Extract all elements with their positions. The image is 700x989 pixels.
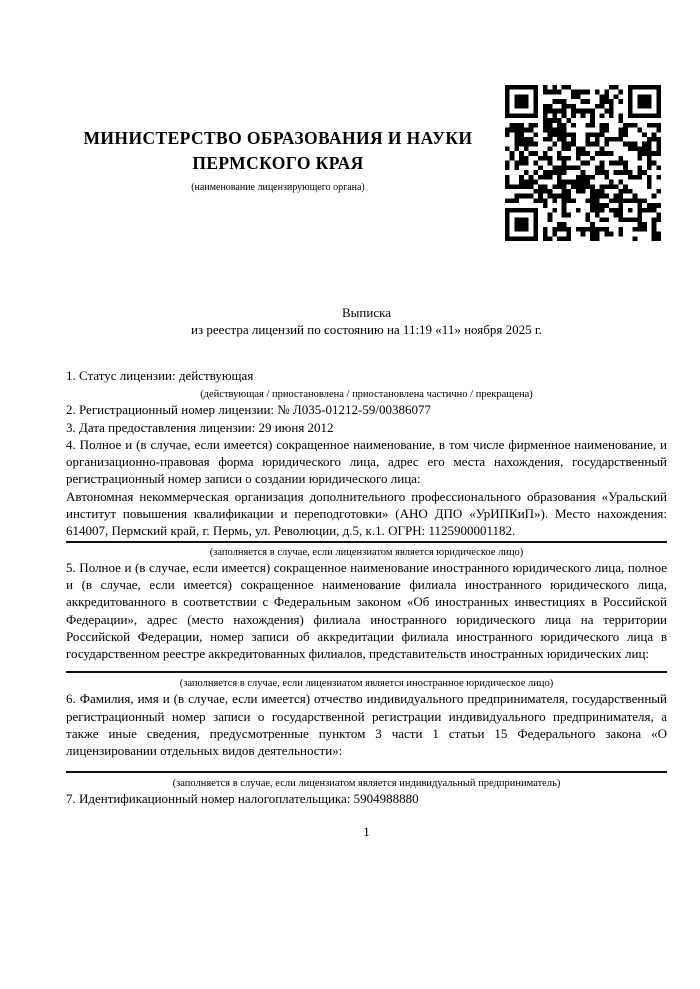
legal-entity-caption: (заполняется в случае, если лицензиатом является юридическое лицо) bbox=[209, 546, 524, 558]
item-4-legal-entity-value: Автономная некоммерческая организация дополнительного профессионального образования «Уральский институт повышения квалификации и переподготовки» (АНО ДПО «УрИПКиП»). Место нахождения: 614007, Пермский край, г. Пермь, ул. Революции, д.5, к.1. ОГРН: 1125900001182. bbox=[66, 488, 667, 539]
qr-code-image bbox=[505, 85, 661, 241]
item-7-taxpayer-number: 7. Идентификационный номер налогоплательщика: 5904988880 bbox=[66, 790, 419, 806]
qr-code bbox=[505, 85, 661, 241]
item-6-entrepreneur-label: 6. Фамилия, имя и (в случае, если имеется) отчество индивидуального предпринимателя, государственный регистрационный номер записи о государственной регистрации индивидуального предпринимателя, а также иные сведения, предусмотренные пунктом 3 части 1 статьи 15 Федерального закона «О лицензировании отдельных видов деятельности»: bbox=[66, 691, 667, 759]
foreign-entity-caption: (заполняется в случае, если лицензиатом является иностранное юридическое лицо) bbox=[179, 678, 554, 690]
item-5-foreign-entity-label: 5. Полное и (в случае, если имеется) сокращенное наименование иностранного юридического лица, полное и (в случае, если имеется) сокращенное наименование филиала иностранного юридического лица, аккредитованного в соответствии с Федеральным законом «Об иностранных инвестициях в Российской Федерации», адрес (место нахождения) филиала иностранного юридического лица на территории Российской Федерации, номер записи об аккредитации филиала иностранного юридического лица в государственном реестре аккредитованных филиалов, представительств иностранных юридических лиц: bbox=[66, 559, 667, 662]
form-ruling-legal-entity bbox=[66, 541, 667, 543]
licensing-authority-name-line1: МИНИСТЕРСТВО ОБРАЗОВАНИЯ И НАУКИ bbox=[83, 128, 473, 148]
page-number: 1 bbox=[363, 823, 370, 839]
licensing-authority-caption: (наименование лицензирующего органа) bbox=[191, 182, 365, 193]
entrepreneur-caption: (заполняется в случае, если лицензиатом является индивидуальный предприниматель) bbox=[172, 777, 561, 789]
item-2-registration-number: 2. Регистрационный номер лицензии: № Л035-01212-59/00386077 bbox=[66, 402, 432, 418]
item-3-grant-date: 3. Дата предоставления лицензии: 29 июня 2012 bbox=[66, 419, 334, 435]
licensing-authority-name-line2: ПЕРМСКОГО КРАЯ bbox=[192, 153, 364, 173]
item-4-legal-entity-label: 4. Полное и (в случае, если имеется) сокращенное наименование, в том числе фирменное наименование, и организационно-правовая форма юридического лица, адрес его места нахождения, государственный регистрационный номер записи о создании юридического лица: bbox=[66, 436, 667, 487]
document-title-block bbox=[66, 304, 667, 338]
document-body bbox=[66, 367, 667, 840]
document-subtitle: из реестра лицензий по состоянию на 11:19 «11» ноября 2025 г. bbox=[191, 322, 542, 337]
status-options-caption: (действующая / приостановлена / приостановлена частично / прекращена) bbox=[200, 389, 533, 401]
document-title: Выписка bbox=[342, 305, 391, 320]
form-ruling-entrepreneur bbox=[66, 771, 667, 773]
ministry-header bbox=[66, 126, 490, 194]
form-ruling-foreign-entity bbox=[66, 671, 667, 673]
item-1-license-status: 1. Статус лицензии: действующая bbox=[66, 368, 254, 383]
